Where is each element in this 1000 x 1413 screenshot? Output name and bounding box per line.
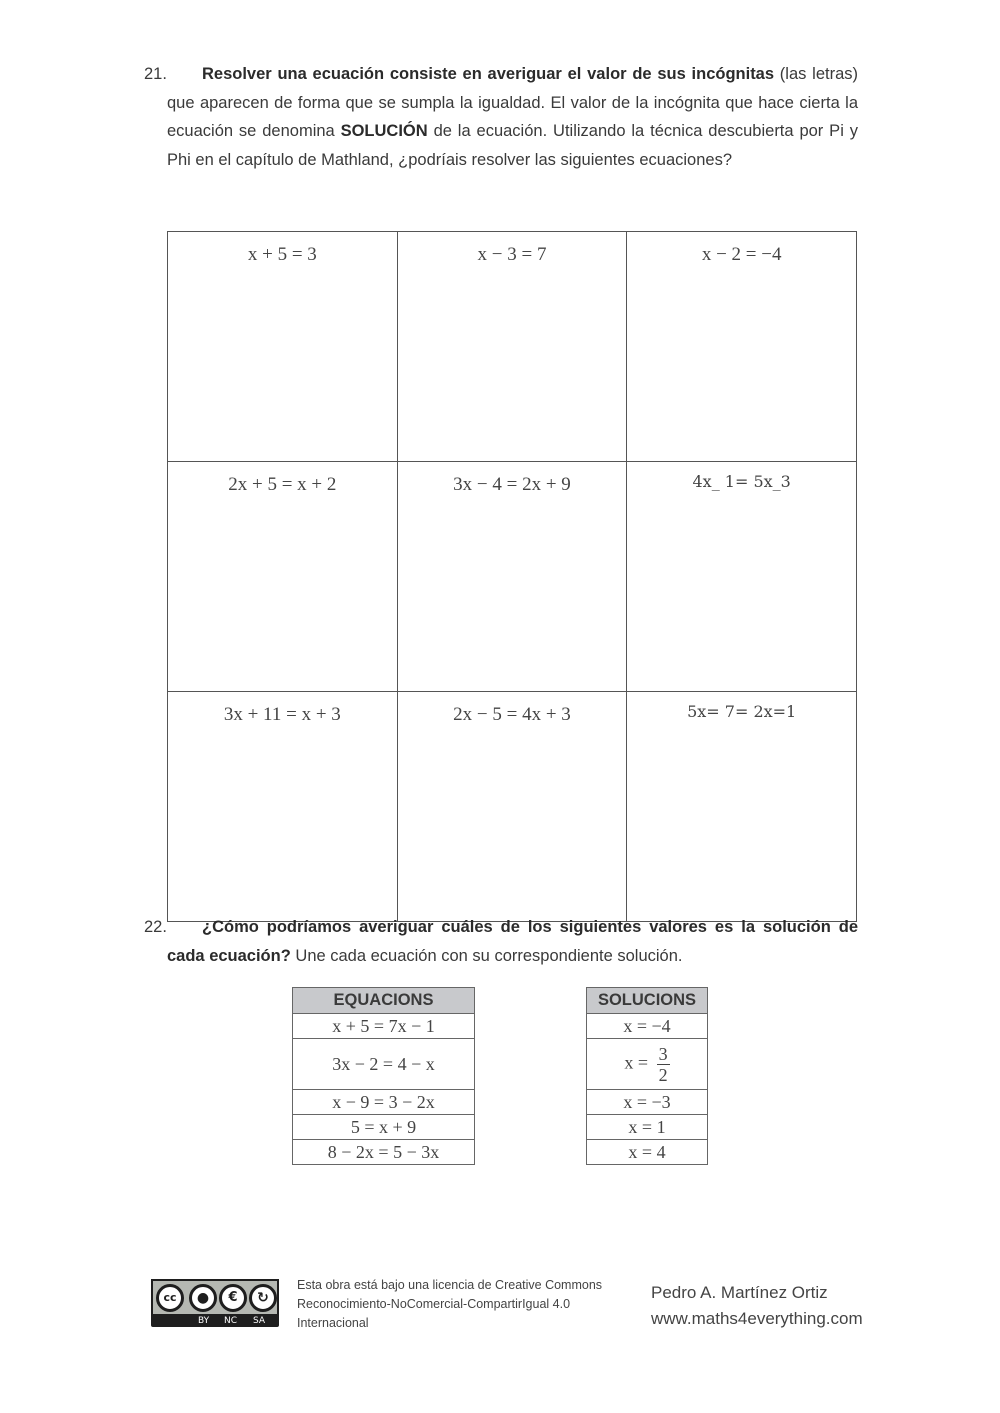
equation: 2x − 5 = 4x + 3 bbox=[453, 704, 571, 725]
answer-cell[interactable] bbox=[168, 692, 398, 922]
question-22-bold: ¿Cómo podríamos averiguar cuáles de los siguientes valores es la solución de cada ecuación? bbox=[167, 918, 858, 965]
answer-cell[interactable] bbox=[627, 232, 857, 462]
license-text bbox=[297, 1276, 602, 1333]
solucion-row-fraction[interactable] bbox=[587, 1039, 708, 1090]
answer-cell[interactable] bbox=[168, 232, 398, 462]
solucion-prefix: x = bbox=[624, 1052, 649, 1073]
solucions-header: SOLUCIONS bbox=[587, 988, 708, 1014]
question-22-instruction: Une cada ecuación con su correspondiente solución. bbox=[290, 946, 683, 965]
fraction bbox=[657, 1044, 670, 1085]
equation: 3x + 11 = x + 3 bbox=[223, 704, 341, 725]
solucion-row[interactable]: x = −3 bbox=[587, 1090, 708, 1115]
question-number: 22. bbox=[144, 918, 167, 936]
question-22-text bbox=[167, 913, 858, 970]
answer-cell[interactable] bbox=[168, 462, 398, 692]
author-block bbox=[651, 1280, 863, 1332]
solucions-table bbox=[586, 987, 708, 1165]
nc-label: NC bbox=[224, 1316, 238, 1326]
equacions-header: EQUACIONS bbox=[293, 988, 475, 1014]
question-21-bold-intro: Resolver una ecuación consiste en averiguar el valor de sus incógnitas bbox=[202, 65, 775, 83]
by-icon: ● bbox=[189, 1284, 217, 1312]
question-21 bbox=[144, 60, 858, 174]
question-22 bbox=[144, 913, 858, 970]
creative-commons-badge bbox=[151, 1279, 279, 1327]
fraction-denominator: 2 bbox=[658, 1064, 668, 1085]
question-21-text-b: de la ecuación. Utilizando la técnica descubierta por Pi y Phi en el capítulo de Mathland, ¿podríais resolver las siguientes ecuaciones? bbox=[167, 122, 858, 169]
author-name: Pedro A. Martínez Ortiz bbox=[651, 1283, 828, 1302]
solucion-row[interactable]: x = 4 bbox=[587, 1140, 708, 1165]
cc-icon: cc bbox=[156, 1284, 184, 1312]
question-number: 21. bbox=[144, 65, 167, 83]
equacion-row[interactable]: x + 5 = 7x − 1 bbox=[293, 1014, 475, 1039]
solucion-keyword: SOLUCIÓN bbox=[340, 122, 428, 140]
equation: x + 5 = 3 bbox=[247, 244, 317, 265]
license-line: Reconocimiento-NoComercial-CompartirIgual 4.0 bbox=[297, 1297, 571, 1311]
equation: 5x= 7= 2x=1 bbox=[687, 702, 797, 721]
equations-grid bbox=[167, 231, 857, 922]
answer-cell[interactable] bbox=[397, 692, 627, 922]
equation: x − 2 = −4 bbox=[701, 244, 782, 265]
equacion-row[interactable]: 5 = x + 9 bbox=[293, 1115, 475, 1140]
answer-cell[interactable] bbox=[627, 462, 857, 692]
equation: 3x − 4 = 2x + 9 bbox=[453, 474, 571, 495]
cc-badge-top bbox=[151, 1279, 279, 1316]
question-21-text-a: (las letras) que aparecen de forma que se sumpla la igualdad. El valor de la incógnita que hace cierta la ecuación se denomina bbox=[167, 65, 858, 140]
fraction-numerator: 3 bbox=[658, 1043, 668, 1064]
license-line: Internacional bbox=[297, 1316, 369, 1330]
equation: 2x + 5 = x + 2 bbox=[228, 474, 337, 495]
equacion-row[interactable]: x − 9 = 3 − 2x bbox=[293, 1090, 475, 1115]
sa-icon: ↻ bbox=[249, 1284, 277, 1312]
nc-icon: € bbox=[219, 1284, 247, 1312]
question-21-text bbox=[167, 60, 858, 174]
by-label: BY bbox=[198, 1316, 210, 1326]
answer-cell[interactable] bbox=[397, 232, 627, 462]
equacions-table bbox=[292, 987, 475, 1165]
answer-cell[interactable] bbox=[397, 462, 627, 692]
website-link[interactable]: www.maths4everything.com bbox=[651, 1309, 863, 1328]
equation: 4x_ 1= 5x_3 bbox=[692, 472, 791, 491]
equacion-row[interactable]: 3x − 2 = 4 − x bbox=[293, 1039, 475, 1090]
license-line: Esta obra está bajo una licencia de Creative Commons bbox=[297, 1278, 603, 1292]
sa-label: SA bbox=[253, 1316, 266, 1326]
equation: x − 3 = 7 bbox=[477, 244, 547, 265]
solucion-row[interactable]: x = −4 bbox=[587, 1014, 708, 1039]
equacion-row[interactable]: 8 − 2x = 5 − 3x bbox=[293, 1140, 475, 1165]
answer-cell[interactable] bbox=[627, 692, 857, 922]
solucion-row[interactable]: x = 1 bbox=[587, 1115, 708, 1140]
